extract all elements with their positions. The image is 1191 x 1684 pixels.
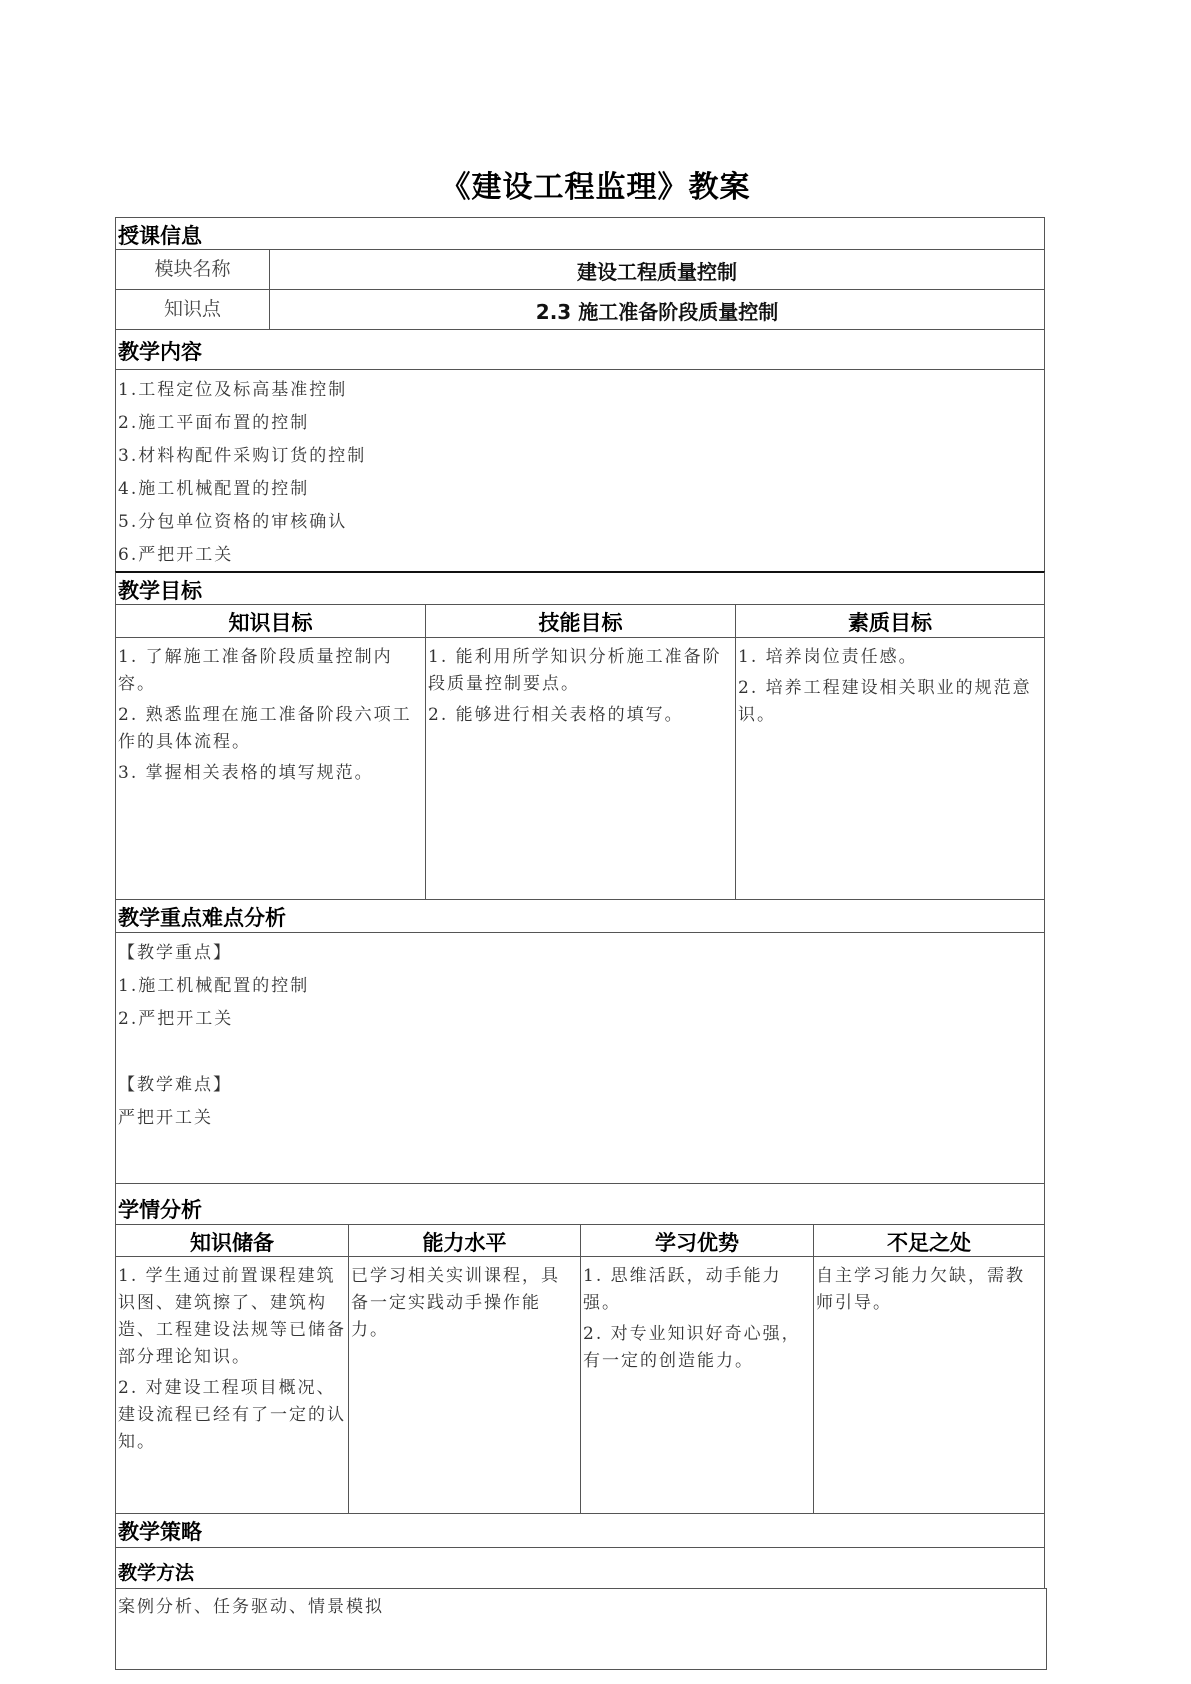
goal-item: 2. 熟悉监理在施工准备阶段六项工作的具体流程。 <box>118 705 412 752</box>
student-item: 自主学习能力欠缺，需教师引导。 <box>816 1266 1025 1313</box>
goal-item: 1. 了解施工准备阶段质量控制内容。 <box>118 647 393 694</box>
student-item: 1. 学生通过前置课程建筑识图、建筑擦了、建筑构造、工程建设法规等已储备部分理论知识。 <box>118 1266 346 1367</box>
knowledge-goals <box>115 637 426 900</box>
student-col-title: 能力水平 <box>348 1224 581 1257</box>
goal-item: 2. 能够进行相关表格的填写。 <box>428 705 684 725</box>
student-col-title: 学习优势 <box>580 1224 814 1257</box>
ability-level <box>348 1256 581 1514</box>
info-header: 授课信息 <box>115 217 1045 250</box>
goal-col-title: 知识目标 <box>115 604 426 638</box>
key-item: 1.施工机械配置的控制 <box>118 976 310 996</box>
student-col-title: 知识储备 <box>115 1224 349 1257</box>
content-header: 教学内容 <box>115 329 1045 370</box>
keypoints-body <box>115 932 1045 1184</box>
point-value: 2.3 施工准备阶段质量控制 <box>269 289 1045 330</box>
content-item: 4.施工机械配置的控制 <box>118 479 310 499</box>
content-item: 2.施工平面布置的控制 <box>118 413 310 433</box>
module-label: 模块名称 <box>115 249 270 290</box>
method-value: 案例分析、任务驱动、情景模拟 <box>118 1597 384 1617</box>
content-item: 6.严把开工关 <box>118 545 234 565</box>
point-label: 知识点 <box>115 289 270 330</box>
skill-goals <box>425 637 736 900</box>
strategy-header: 教学策略 <box>115 1513 1045 1548</box>
student-item: 2. 对专业知识好奇心强，有一定的创造能力。 <box>583 1324 801 1371</box>
goal-col-title: 技能目标 <box>425 604 736 638</box>
quality-goals <box>735 637 1045 900</box>
goal-item: 3. 掌握相关表格的填写规范。 <box>118 763 374 783</box>
student-item: 2. 对建设工程项目概况、建设流程已经有了一定的认知。 <box>118 1378 346 1452</box>
method-body <box>115 1588 1047 1670</box>
key-item: 2.严把开工关 <box>118 1009 234 1029</box>
students-header: 学情分析 <box>115 1183 1045 1225</box>
knowledge-reserve <box>115 1256 349 1514</box>
goal-item: 1. 培养岗位责任感。 <box>738 647 918 667</box>
module-value: 建设工程质量控制 <box>269 249 1045 290</box>
goal-item: 2. 培养工程建设相关职业的规范意识。 <box>738 678 1032 725</box>
keypoints-header: 教学重点难点分析 <box>115 899 1045 933</box>
content-item: 1.工程定位及标高基准控制 <box>118 380 348 400</box>
learning-advantages <box>580 1256 814 1514</box>
goals-header: 教学目标 <box>115 571 1045 605</box>
difficulty-label: 【教学难点】 <box>118 1075 232 1095</box>
goal-item: 1. 能利用所学知识分析施工准备阶段质量控制要点。 <box>428 647 722 694</box>
content-item: 3.材料构配件采购订货的控制 <box>118 446 367 466</box>
difficulty-item: 严把开工关 <box>118 1108 213 1128</box>
content-list <box>115 369 1045 572</box>
page-title: 《建设工程监理》教案 <box>440 170 751 205</box>
content-item: 5.分包单位资格的审核确认 <box>118 512 348 532</box>
key-label: 【教学重点】 <box>118 943 232 963</box>
student-col-title: 不足之处 <box>813 1224 1045 1257</box>
method-header: 教学方法 <box>115 1547 1045 1589</box>
shortcomings <box>813 1256 1045 1514</box>
student-item: 已学习相关实训课程，具备一定实践动手操作能力。 <box>351 1266 560 1340</box>
goal-col-title: 素质目标 <box>735 604 1045 638</box>
student-item: 1. 思维活跃，动手能力强。 <box>583 1266 782 1313</box>
